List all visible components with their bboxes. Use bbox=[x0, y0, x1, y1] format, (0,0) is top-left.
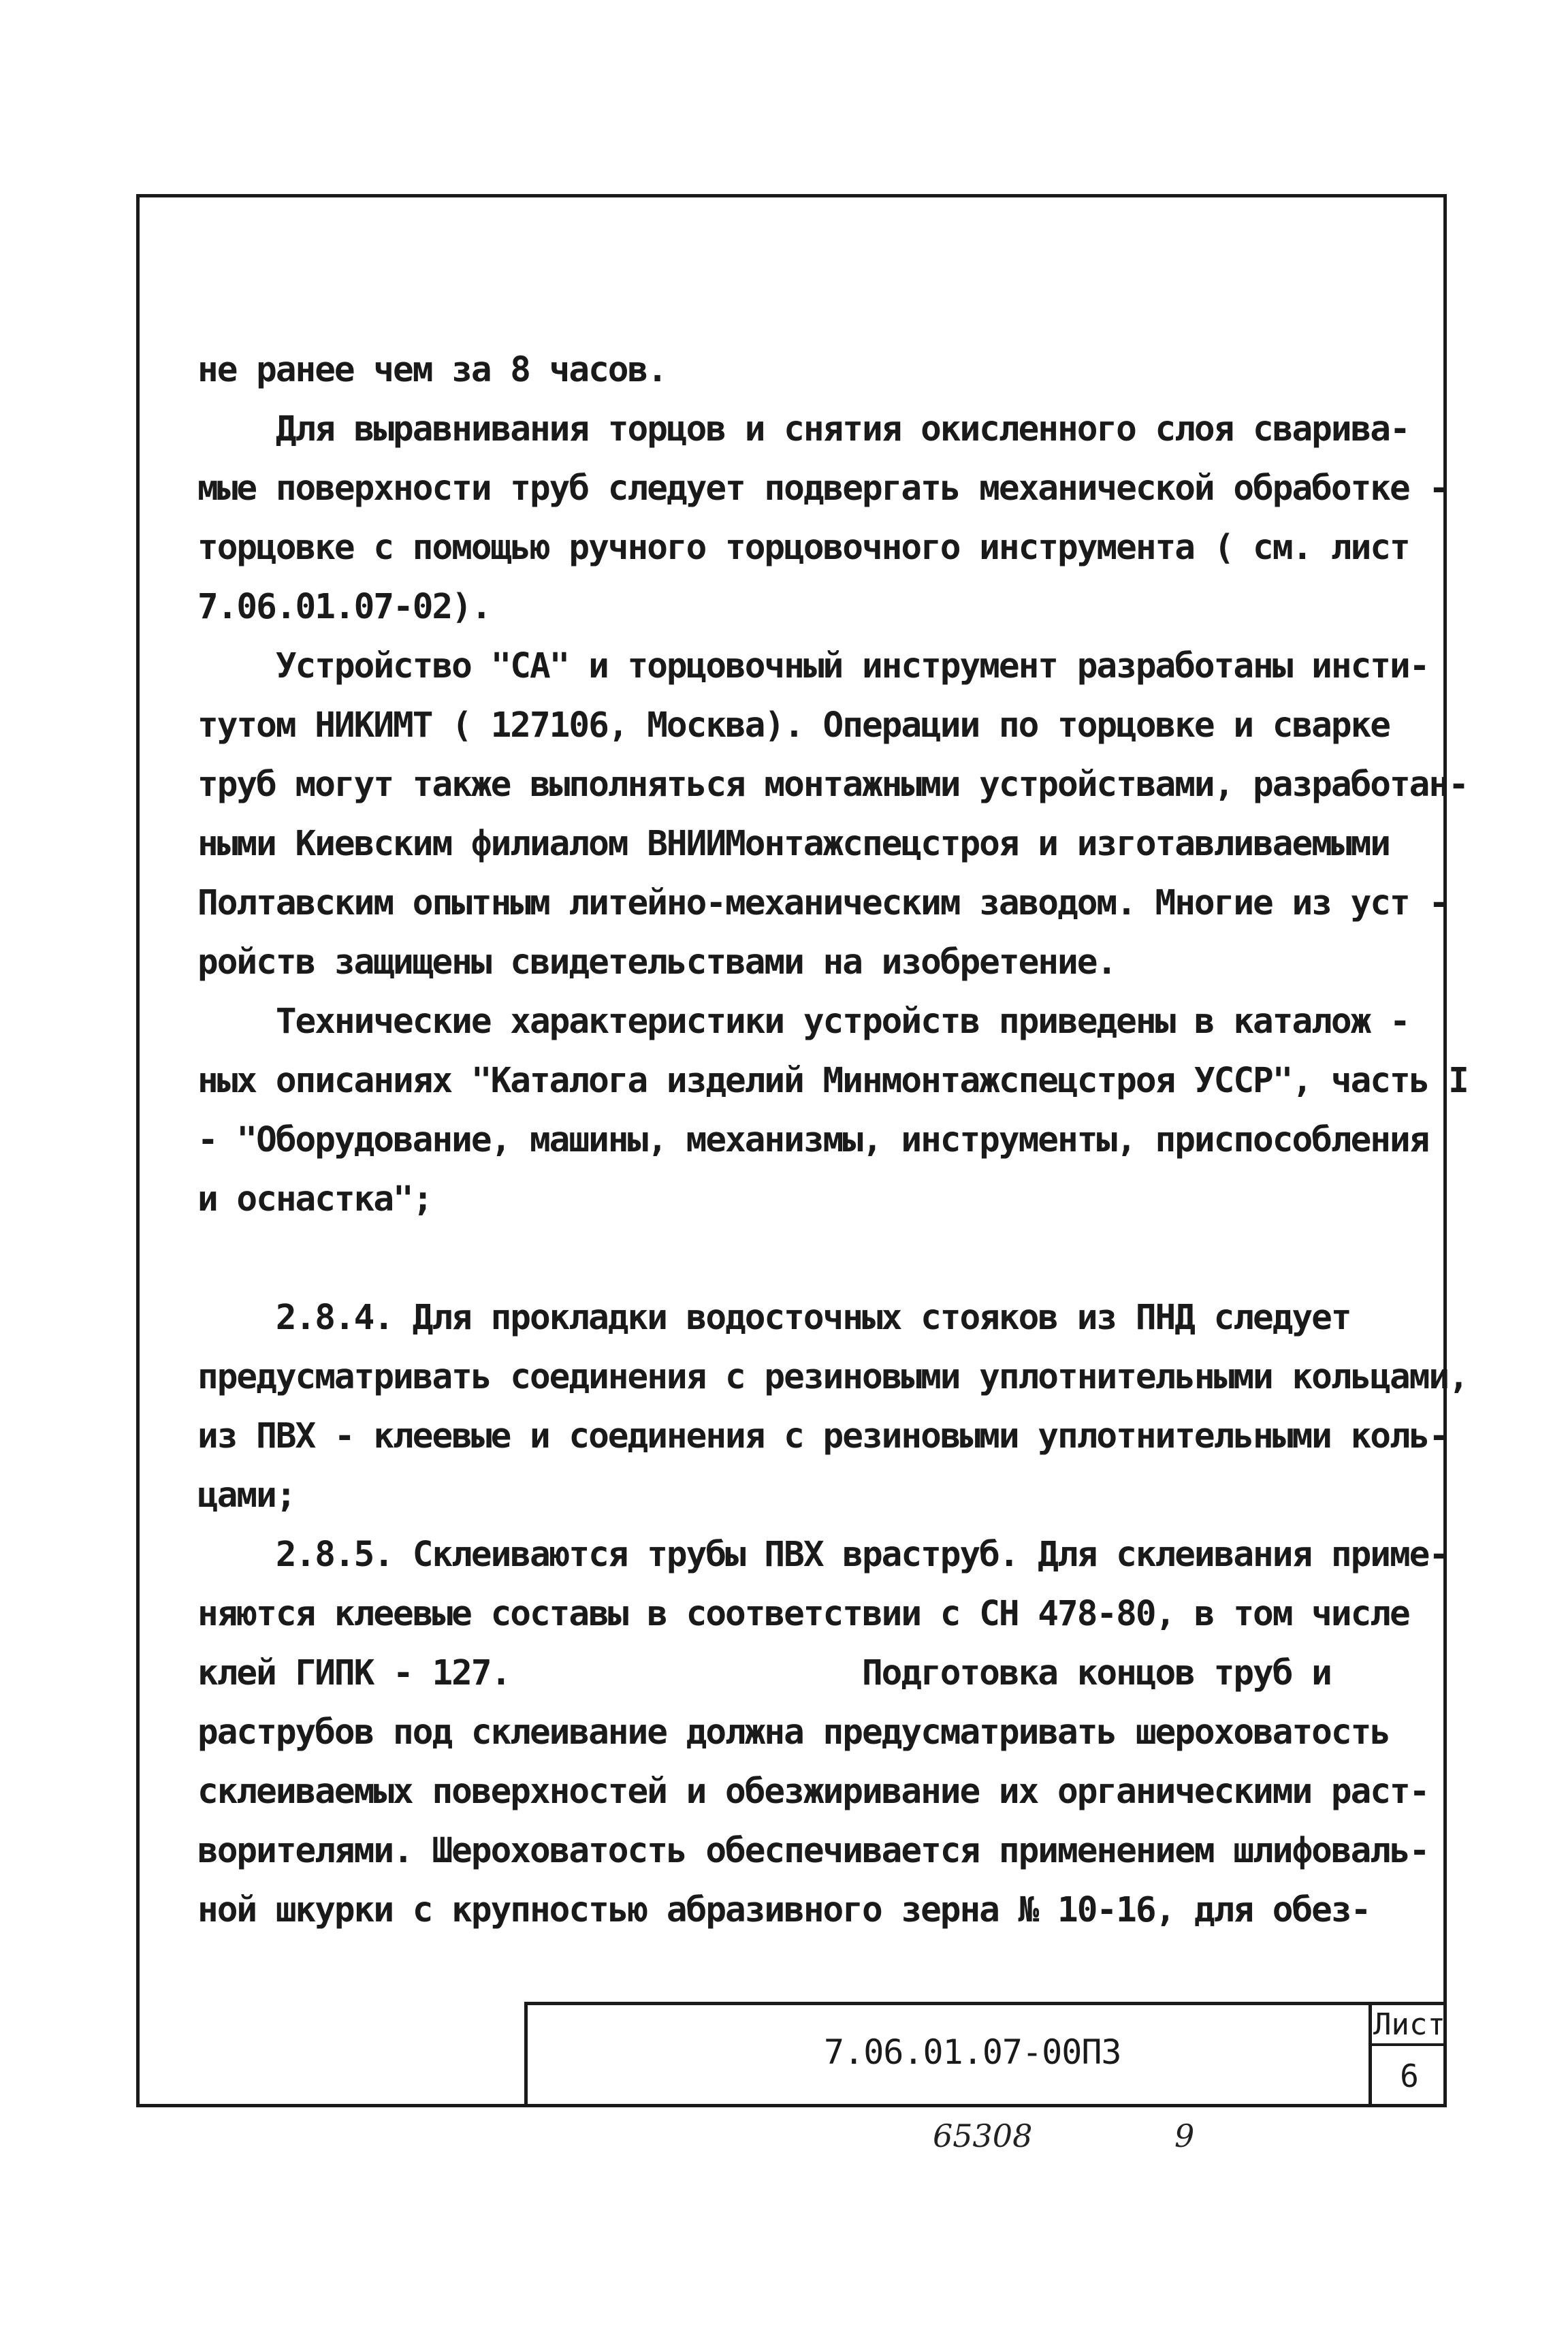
text-line: Полтавским опытным литейно-механическим заводом. Многие из уст - bbox=[197, 883, 1449, 923]
document-body bbox=[197, 340, 1468, 1940]
text-line: не ранее чем за 8 часов. bbox=[197, 350, 667, 390]
text-line: 2.8.4. Для прокладки водосточных стояков из ПНД следует bbox=[197, 1298, 1351, 1338]
text-line: предусматривать соединения с резиновыми уплотнительными кольцами, bbox=[197, 1357, 1468, 1397]
text-line: цами; bbox=[197, 1475, 295, 1516]
sheet-label: Лист bbox=[1372, 2005, 1447, 2046]
text-line: труб могут также выполняться монтажными устройствами, разработан- bbox=[197, 765, 1468, 805]
text-line: Технические характеристики устройств приведены в каталож - bbox=[197, 1002, 1409, 1042]
sheet-cell bbox=[1369, 2005, 1447, 2107]
text-line bbox=[197, 1229, 1423, 1288]
text-line: Устройство "СА" и торцовочный инструмент разработаны инсти- bbox=[197, 646, 1429, 686]
text-line: ными Киевским филиалом ВНИИМонтажспецстроя и изготавливаемыми bbox=[197, 824, 1390, 864]
document-code: 7.06.01.07-00ПЗ bbox=[824, 2032, 1121, 2072]
text-line: склеиваемых поверхностей и обезжиривание их органическими раст- bbox=[197, 1772, 1429, 1812]
handwritten-mark: 9 bbox=[1174, 2118, 1195, 2154]
text-line: Для выравнивания торцов и снятия окисленного слоя сварива- bbox=[197, 409, 1409, 449]
text-line: ных описаниях "Каталога изделий Минмонтажспецстроя УССР", часть I bbox=[197, 1061, 1468, 1101]
text-line: из ПВХ - клеевые и соединения с резиновыми уплотнительными коль- bbox=[197, 1416, 1449, 1456]
text-line: - "Оборудование, машины, механизмы, инструменты, приспособления bbox=[197, 1120, 1429, 1160]
inventory-number: 65308 bbox=[933, 2118, 1033, 2154]
text-line: тутом НИКИМТ ( 127106, Москва). Операции по торцовке и сварке bbox=[197, 705, 1390, 746]
text-line: няются клеевые составы в соответствии с СН 478-80, в том числе bbox=[197, 1594, 1409, 1634]
text-line: ворителями. Шероховатость обеспечивается применением шлифоваль- bbox=[197, 1831, 1429, 1871]
text-line: раструбов под склеивание должна предусматривать шероховатость bbox=[197, 1712, 1390, 1753]
sheet-number: 6 bbox=[1400, 2058, 1419, 2094]
text-line: мые поверхности труб следует подвергать механической обработке - bbox=[197, 468, 1449, 509]
text-line: и оснастка"; bbox=[197, 1179, 432, 1219]
text-line: клей ГИПК - 127. Подготовка концов труб и bbox=[197, 1653, 1331, 1693]
text-line: ной шкурки с крупностью абразивного зерна № 10-16, для обез- bbox=[197, 1890, 1371, 1930]
text-line: торцовке с помощью ручного торцовочного инструмента ( см. лист bbox=[197, 528, 1409, 568]
text-line: 2.8.5. Склеиваются трубы ПВХ враструб. Для склеивания приме- bbox=[197, 1535, 1449, 1575]
text-line: ройств защищены свидетельствами на изобретение. bbox=[197, 942, 1117, 983]
text-line: 7.06.01.07-02). bbox=[197, 587, 491, 627]
